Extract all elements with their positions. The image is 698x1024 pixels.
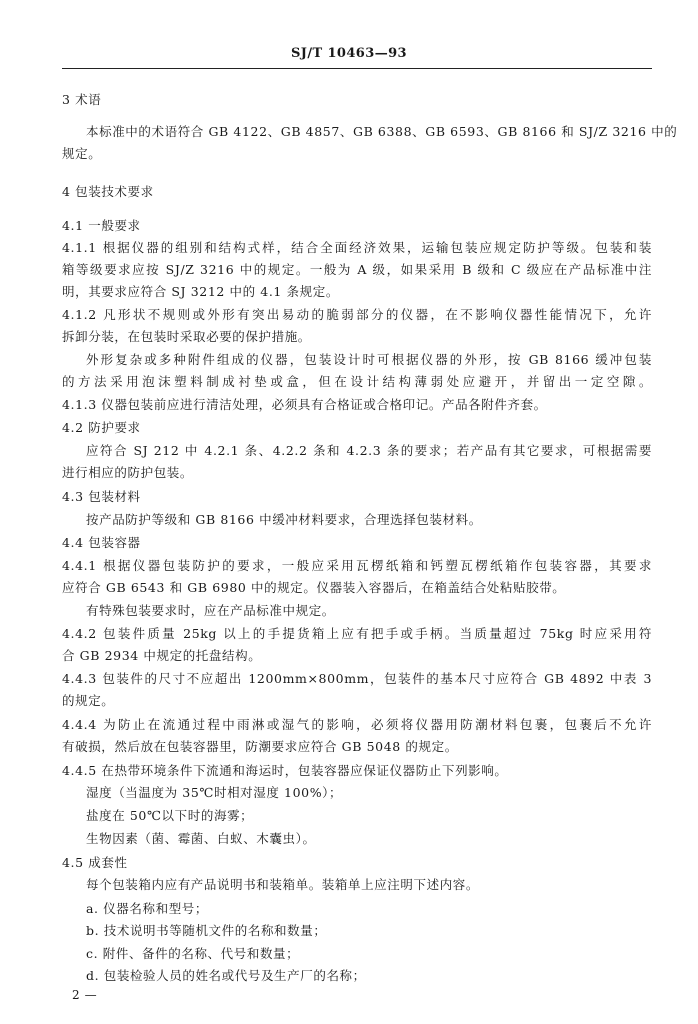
text-line: 进行相应的防护包装。 [62,465,194,480]
text-line: 的方法采用泡沫塑料制成衬垫或盒，但在设计结构薄弱处应避开，并留出一定空隙。 [62,374,652,389]
text-line: 有破损，然后放在包装容器里，防潮要求应符合 GB 5048 的规定。 [62,739,458,754]
text-line: 4.4.1 根据仪器包装防护的要求，一般应采用瓦楞纸箱和钙塑瓦楞纸箱作包装容器，其要求 [62,558,652,573]
text-line: 箱等级要求应按 SJ/Z 3216 中的规定。一般为 A 级，如果采用 B 级和 C 级应在产品标准中注 [62,262,652,277]
text-line: 4.1.3 仪器包装前应进行清洁处理，必须具有合格证或合格印记。产品各附件齐套。 [62,397,547,412]
page-number: 2 — [72,988,98,1002]
text-line: 4.2 防护要求 [62,420,141,435]
text-line: 4.3 包装材料 [62,489,141,504]
text-line: 4.5 成套性 [62,855,128,870]
text-line: a. 仪器名称和型号； [86,901,208,916]
text-line: 4.4.5 在热带环境条件下流通和海运时，包装容器应保证仪器防止下列影响。 [62,763,508,778]
header-rule [62,68,652,69]
text-line: 盐度在 50℃以下时的海雾； [86,808,254,823]
standard-number-header: SJ/T 10463—93 [290,46,407,61]
text-line: 本标准中的术语符合 GB 4122、GB 4857、GB 6388、GB 6593、GB 8166 和 SJ/Z 3216 中的 [86,124,678,139]
text-line: 应符合 SJ 212 中 4.2.1 条、4.2.2 条和 4.2.3 条的要求；若产品有其它要求，可根据需要 [86,443,652,458]
text-line: 有特殊包装要求时，应在产品标准中规定。 [86,603,335,618]
text-line: 3 术语 [62,92,102,107]
text-line: 生物因素（菌、霉菌、白蚁、木囊虫）。 [86,831,316,846]
text-line: 按产品防护等级和 GB 8166 中缓冲材料要求，合理选择包装材料。 [86,512,482,527]
text-line: 4 包装技术要求 [62,184,154,199]
text-line: 拆卸分装，在包装时采取必要的保护措施。 [62,329,311,344]
text-line: 合 GB 2934 中规定的托盘结构。 [62,648,262,663]
text-line: 4.1.1 根据仪器的组别和结构式样，结合全面经济效果，运输包装应规定防护等级。包装和装 [62,240,652,255]
text-line: 每个包装箱内应有产品说明书和装箱单。装箱单上应注明下述内容。 [86,877,480,892]
text-line: 4.1 一般要求 [62,218,141,233]
text-line: 4.4.2 包装件质量 25kg 以上的手提货箱上应有把手或手柄。当质量超过 75kg 时应采用符 [62,626,652,641]
text-line: 4.1.2 凡形状不规则或外形有突出易动的脆弱部分的仪器，在不影响仪器性能情况下，允许 [62,307,652,322]
text-line: 的规定。 [62,693,115,708]
text-line: 4.4.4 为防止在流通过程中雨淋或湿气的影响，必须将仪器用防潮材料包裹，包裹后不允许 [62,717,652,732]
text-line: 规定。 [62,146,102,161]
text-line: d. 包装检验人员的姓名或代号及生产厂的名称； [86,968,366,983]
text-line: b. 技术说明书等随机文件的名称和数量； [86,923,327,938]
text-line: 应符合 GB 6543 和 GB 6980 中的规定。仪器装入容器后，在箱盖结合处粘贴胶带。 [62,580,566,595]
text-line: 外形复杂或多种附件组成的仪器，包装设计时可根据仪器的外形，按 GB 8166 缓冲包装 [86,352,652,367]
text-line: 湿度（当温度为 35℃时相对湿度 100%）； [86,785,343,800]
text-line: 明，其要求应符合 SJ 3212 中的 4.1 条规定。 [62,284,339,299]
text-line: 4.4 包装容器 [62,535,141,550]
text-line: c. 附件、备件的名称、代号和数量； [86,946,300,961]
text-line: 4.4.3 包装件的尺寸不应超出 1200mm×800mm，包装件的基本尺寸应符合 GB 4892 中表 3 [62,671,652,686]
